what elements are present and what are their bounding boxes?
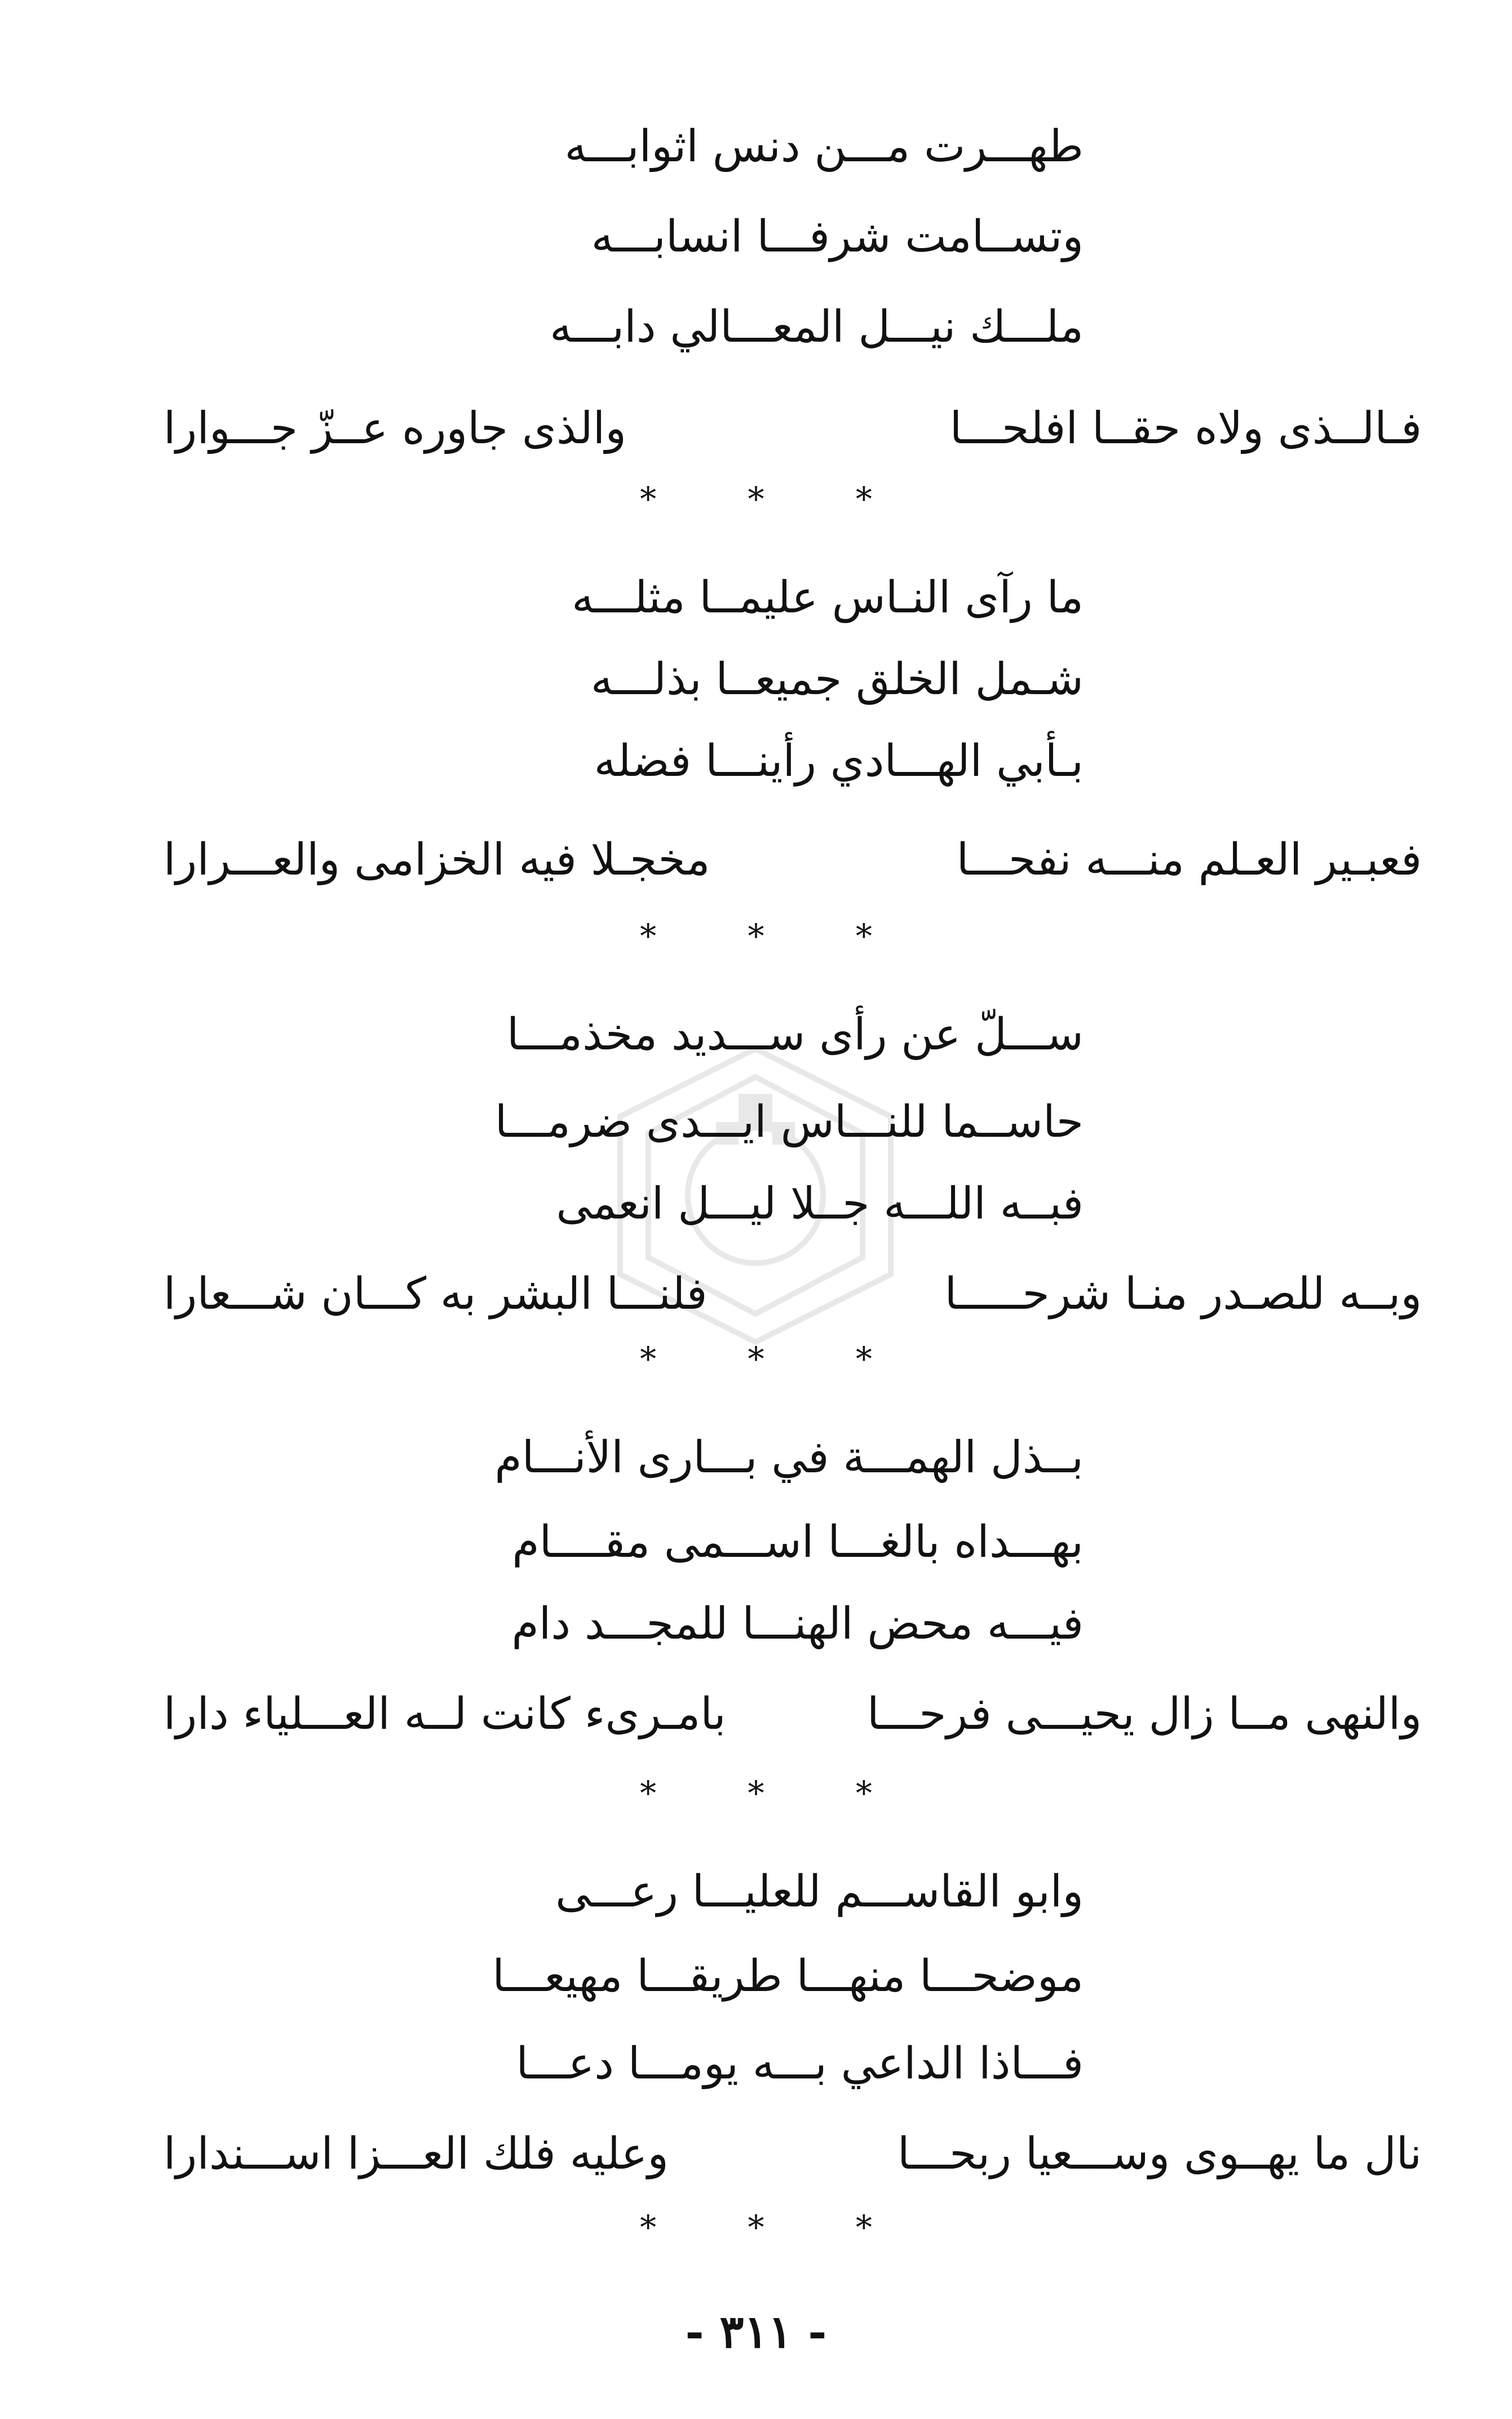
section-separator-stars: * * * [640,917,913,955]
verse-line: ملـــك نيـــل المعـــالي دابـــه [550,302,1084,352]
couplet-right-hemistich: والنهى مــا زال يحيـــى فرحـــا [866,1689,1422,1740]
verse-line: طهـــرت مـــن دنس اثوابـــه [564,121,1084,172]
verse-line: وابو القاســـم للعليـــا رعـــى [555,1866,1084,1917]
verse-line: بــذل الهمـــة في بـــارى الأنـــام [494,1432,1084,1483]
verse-line: فبــه اللـــه جــلا ليـــل انعمى [556,1178,1084,1229]
verse-line: شـمل الخلق جميعــا بذلـــه [590,654,1084,705]
verse-line: ما رآى النـاس عليمــا مثلـــه [572,572,1084,623]
section-separator-stars: * * * [640,480,913,518]
couplet-right-hemistich: فـالــذى ولاه حقــا افلحـــا [949,403,1422,454]
couplet-left-hemistich: مخجـلا فيه الخزامى والعـــرارا [163,835,710,885]
section-separator-stars: * * * [640,1774,913,1812]
section-separator-stars: * * * [640,1340,913,1378]
verse-line: موضحـــا منهـــا طريقـــا مهيعـــا [492,1951,1084,2002]
couplet-left-hemistich: وعليه فلك العـــزا اســـندارا [163,2129,669,2179]
section-separator-stars: * * * [640,2208,913,2246]
verse-line: فـــاذا الداعي بـــه يومـــا دعـــا [516,2038,1084,2089]
verse-line: فيـــه محض الهنـــا للمجـــد دام [511,1599,1084,1649]
couplet-right-hemistich: فعبـير العـلم منـــه نفحـــا [956,835,1422,885]
couplet-right-hemistich: نال ما يهــوى وســـعيا ربحـــا [897,2129,1422,2179]
verse-line: ســـلّ عن رأى ســـديد مخذمـــا [506,1009,1084,1060]
page-number: - ٣١١ - [685,2305,827,2358]
couplet-right-hemistich: وبــه للصـدر منـا شرحـــــا [944,1269,1422,1319]
couplet-left-hemistich: بامـرىء كانت لــه العـــلياء دارا [163,1689,726,1740]
verse-line: بهـــداه بالغـــا اســـمى مقــــام [512,1517,1084,1568]
verse-line: بـأبي الهـــادي رأينـــا فضله [594,736,1084,787]
verse-line: وتســامت شرفـــا انسابـــه [591,211,1084,262]
couplet-left-hemistich: والذى جاوره عــزّ جـــوارا [163,403,627,454]
verse-line: حاســما للنـــاس ايـــدى ضرمـــا [494,1097,1084,1147]
couplet-left-hemistich: فلنـــا البشر به كـــان شـــعارا [163,1269,708,1319]
